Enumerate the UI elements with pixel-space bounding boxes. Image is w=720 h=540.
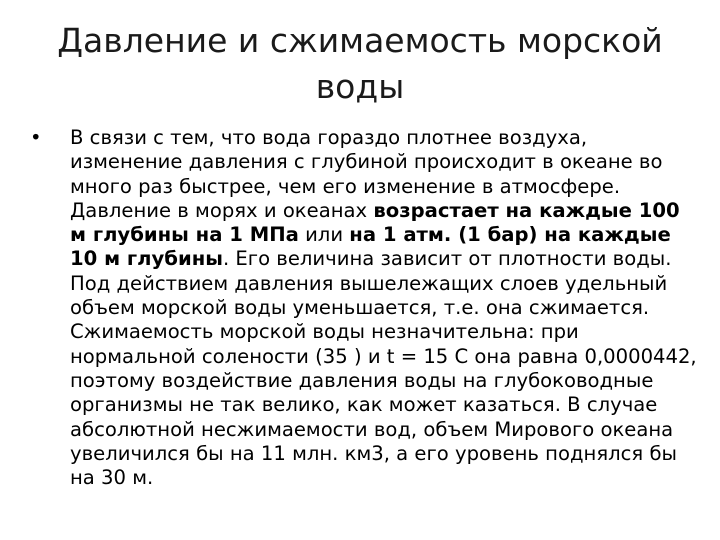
slide-title [36,18,684,110]
text-segment-plain: . Его величина зависит от плотности воды. Под действием давления вышележащих слоев удельный объем морской воды уменьшается, т.е. она сжимается. Сжимаемость морской воды незначительна: при нормальной солености (35 ) и t = 15 С она равна 0,0000442, поэтому воздействие давления воды на глубоководные организмы не так велико, как может казаться. В случае абсолютной несжимаемости вод, объем Мирового океана увеличился бы на 11 млн. км3, а его уровень поднялся бы на 30 м. [70,247,697,490]
text-segment-plain: или [298,223,350,247]
bullet-marker: • [30,126,42,149]
text-segment-plain: В связи с тем, что вода гораздо плотнее воздуха, изменение давления с глубиной происходит в океане во много раз быстрее, чем его изменение в атмосфере. Давление в морях и океанах [70,126,663,222]
bullet-list [26,126,698,490]
slide-title-line-2: воды [315,67,405,106]
slide-title-line-1: Давление и сжимаемость морской [57,21,663,60]
text-segment-bold: возрастает на каждые 100 м глубины на 1 МПа [70,198,680,247]
text-segment-bold: на 1 атм. (1 бар) на каждые 10 м глубины [70,223,671,271]
bullet-item [26,126,698,490]
bullet-text [70,126,697,489]
